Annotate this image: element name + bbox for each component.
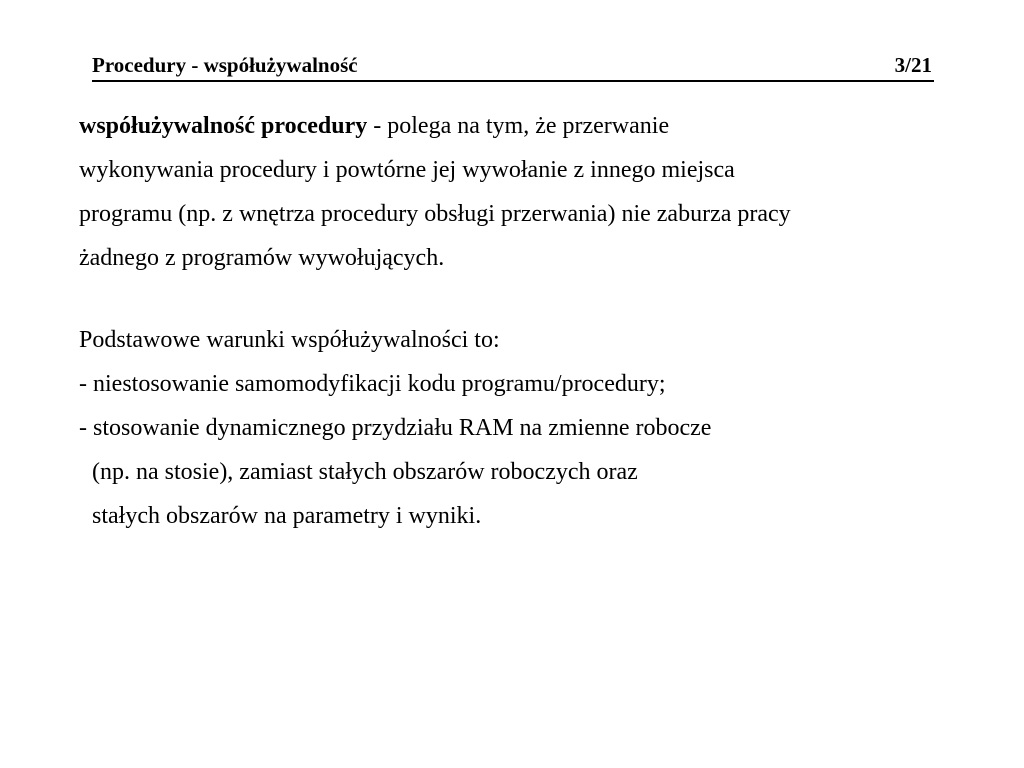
definition-term: współużywalność procedury xyxy=(79,113,368,139)
slide-title: Procedury - współużywalność xyxy=(92,53,358,77)
definition-text-1: - polega na tym, że przerwanie xyxy=(367,113,670,139)
condition-item-1: - niestosowanie samomodyfikacji kodu programu/procedury; xyxy=(79,371,666,397)
definition-line-3: programu (np. z wnętrza procedury obsługi przerwania) nie zaburza pracy xyxy=(79,201,791,227)
condition-item-2-line-3: stałych obszarów na parametry i wyniki. xyxy=(92,503,482,529)
slide-header xyxy=(92,52,934,82)
definition-line-4: żadnego z programów wywołujących. xyxy=(79,245,445,271)
page-number: 3/21 xyxy=(894,53,932,77)
conditions-intro: Podstawowe warunki współużywalności to: xyxy=(79,327,500,353)
paragraph-gap xyxy=(79,280,959,318)
definition-line-2: wykonywania procedury i powtórne jej wywołanie z innego miejsca xyxy=(79,157,735,183)
condition-item-2-line-2: (np. na stosie), zamiast stałych obszarów roboczych oraz xyxy=(92,459,638,485)
slide-content xyxy=(79,104,959,538)
condition-item-2-line-1: - stosowanie dynamicznego przydziału RAM na zmienne robocze xyxy=(79,415,712,441)
definition-line-1 xyxy=(79,104,959,148)
